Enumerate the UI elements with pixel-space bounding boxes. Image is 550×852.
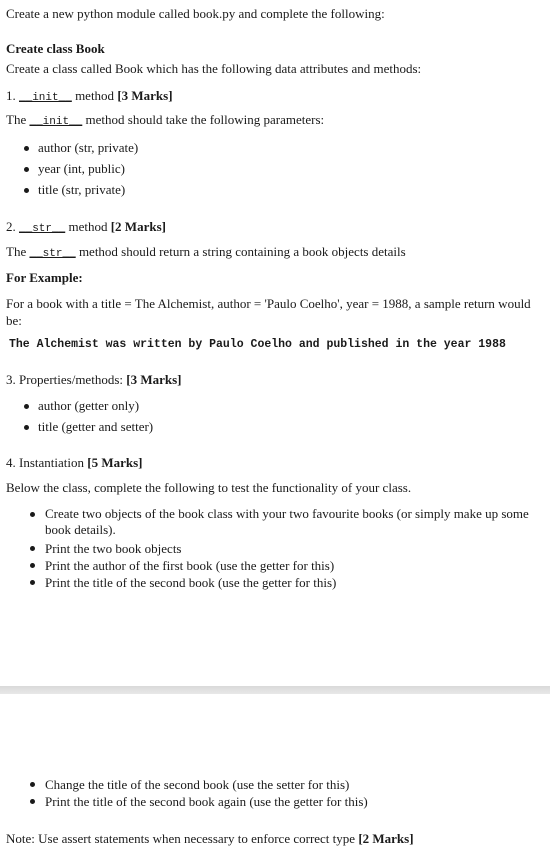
page-divider xyxy=(0,686,550,694)
note-label: Note: Use assert statements when necessary to enforce correct type xyxy=(6,831,359,846)
bullet-icon xyxy=(30,563,35,568)
list-item xyxy=(30,574,540,591)
sample-output: The Alchemist was written by Paulo Coelho and published in the year 1988 xyxy=(9,338,506,351)
method-word: method xyxy=(71,88,118,103)
list-item xyxy=(24,398,153,419)
bullet-icon xyxy=(24,404,29,409)
section-heading: Create class Book xyxy=(6,41,105,56)
instantiation-label: 4. Instantiation xyxy=(6,455,88,470)
bullet-icon xyxy=(30,512,35,517)
bullet-icon xyxy=(30,782,35,787)
desc-post: method should return a string containing a book objects details xyxy=(75,244,406,259)
str-description xyxy=(6,244,406,260)
list-item xyxy=(24,140,138,161)
bullet-icon xyxy=(30,546,35,551)
note-text xyxy=(6,831,414,847)
intro-text: Create a new python module called book.py and complete the following: xyxy=(6,6,385,21)
desc-pre: The xyxy=(6,244,30,259)
list-item-label: title (getter and setter) xyxy=(38,419,154,434)
str-marks: [2 Marks] xyxy=(110,219,166,234)
list-item xyxy=(30,776,368,793)
list-item xyxy=(30,540,540,557)
list-item-label: Print the author of the first book (use the getter for this) xyxy=(45,558,335,573)
bullet-icon xyxy=(24,425,29,430)
instantiation-list-continued xyxy=(30,776,368,810)
init-description xyxy=(6,112,324,128)
example-line-2: be: xyxy=(6,313,22,328)
str-dunder-inline: __str__ xyxy=(29,248,76,260)
list-item-label: title (str, private) xyxy=(38,182,126,197)
method-word: method xyxy=(65,219,111,234)
item-number: 1. xyxy=(6,88,16,103)
bullet-icon xyxy=(24,188,29,193)
list-item-label: Print the title of the second book again (use the getter for this) xyxy=(45,794,368,809)
list-item xyxy=(30,793,368,810)
item-number: 2. xyxy=(6,219,16,234)
list-item xyxy=(24,182,138,203)
example-line-1: For a book with a title = The Alchemist, author = 'Paulo Coelho', year = 1988, a sample return would xyxy=(6,296,531,311)
properties-title xyxy=(6,372,182,388)
instantiation-marks: [5 Marks] xyxy=(87,455,143,470)
list-item xyxy=(30,557,540,574)
properties-list xyxy=(24,398,153,440)
init-dunder-inline: __init__ xyxy=(29,116,83,128)
bullet-icon xyxy=(24,167,29,172)
bullet-icon xyxy=(30,580,35,585)
list-item-label: year (int, public) xyxy=(38,161,125,176)
list-item xyxy=(30,506,540,538)
bullet-icon xyxy=(24,146,29,151)
instantiation-description: Below the class, complete the following to test the functionality of your class. xyxy=(6,480,412,495)
str-dunder: __str__ xyxy=(19,223,66,235)
instantiation-list xyxy=(30,506,540,591)
section-description: Create a class called Book which has the following data attributes and methods: xyxy=(6,61,422,76)
desc-pre: The xyxy=(6,112,30,127)
list-item-label: Print the title of the second book (use the getter for this) xyxy=(45,575,337,590)
list-item xyxy=(24,161,138,182)
note-marks: [2 Marks] xyxy=(358,831,414,846)
properties-marks: [3 Marks] xyxy=(126,372,182,387)
desc-post: method should take the following parameters: xyxy=(82,112,325,127)
init-marks: [3 Marks] xyxy=(117,88,173,103)
list-item-label: author (getter only) xyxy=(38,398,140,413)
list-item-label: Change the title of the second book (use the setter for this) xyxy=(45,777,350,792)
instantiation-title xyxy=(6,455,143,471)
properties-label: 3. Properties/methods: xyxy=(6,372,127,387)
init-item-title xyxy=(6,88,173,104)
str-item-title xyxy=(6,219,166,235)
example-heading: For Example: xyxy=(6,270,83,285)
list-item xyxy=(24,419,153,440)
list-item-label: author (str, private) xyxy=(38,140,139,155)
init-params-list xyxy=(24,140,138,203)
list-item-label: Print the two book objects xyxy=(45,541,182,556)
list-item-label: Create two objects of the book class with your two favourite books (or simply make up some book details). xyxy=(45,506,529,537)
init-dunder: __init__ xyxy=(19,92,72,104)
bullet-icon xyxy=(30,799,35,804)
